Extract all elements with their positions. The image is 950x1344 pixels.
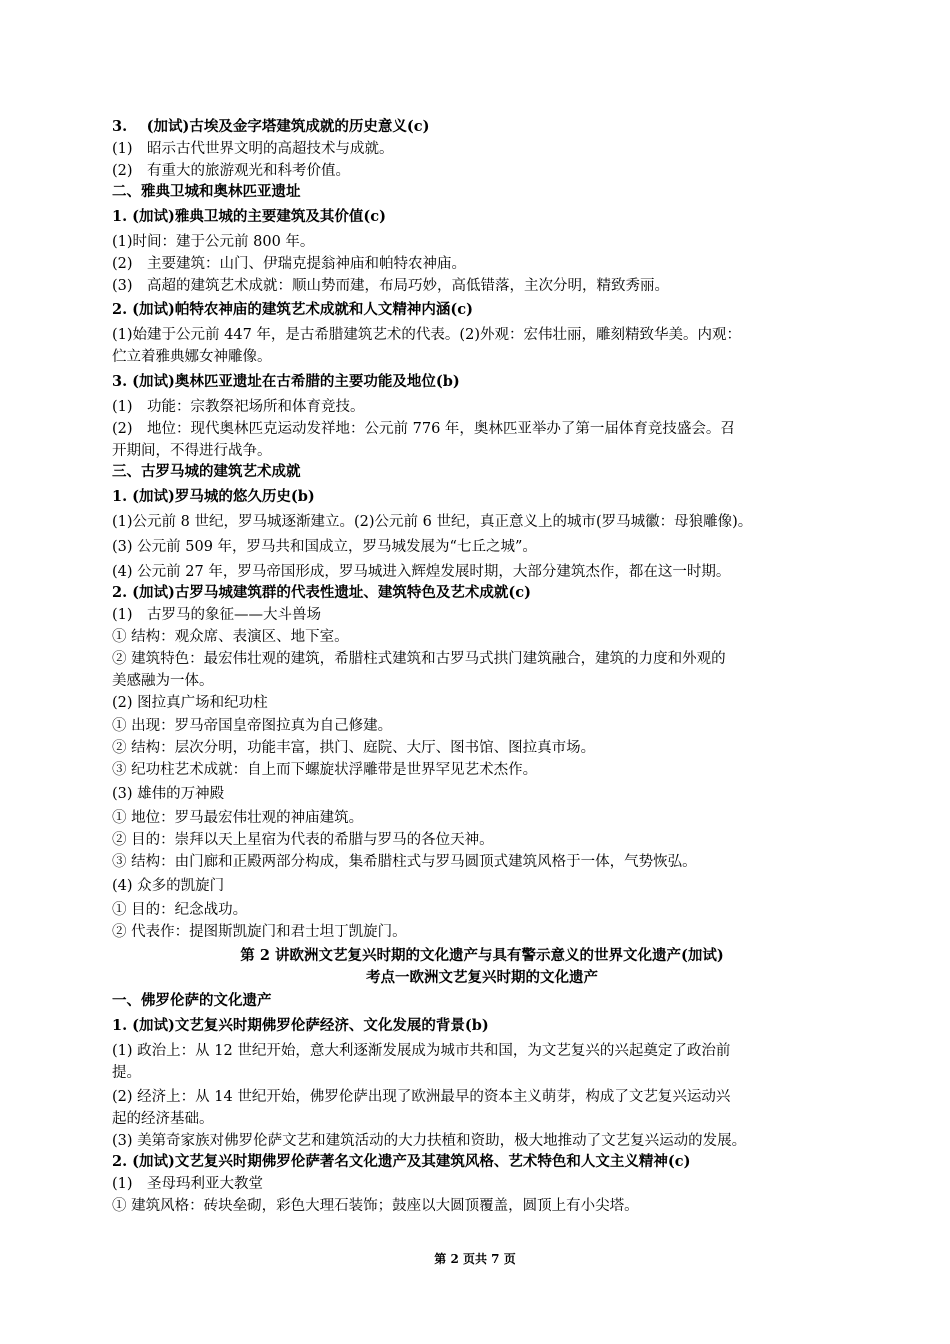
text-line: (1)时间：建于公元前 800 年。 [112, 234, 315, 250]
text-line: (3) 雄伟的万神殿 [112, 786, 225, 802]
section-heading: 2. (加试)文艺复兴时期佛罗伦萨著名文化遗产及其建筑风格、艺术特色和人文主义精神(c) [112, 1153, 691, 1170]
text-line: 开期间，不得进行战争。 [112, 443, 272, 459]
text-line: ③ 结构：由门廊和正殿两部分构成，集希腊柱式与罗马圆顶式建筑风格于一体，气势恢弘。 [112, 854, 697, 870]
page-footer: 第 2 页共 7 页 [434, 1252, 516, 1266]
section-heading: 一、佛罗伦萨的文化遗产 [112, 992, 272, 1009]
text-line: 提。 [112, 1065, 141, 1081]
section-heading: 2. (加试)古罗马城建筑群的代表性遗址、建筑特色及艺术成就(c) [112, 584, 531, 601]
text-line: (1) 圣母玛利亚大教堂 [112, 1176, 264, 1192]
section-heading: 1. (加试)文艺复兴时期佛罗伦萨经济、文化发展的背景(b) [112, 1017, 489, 1034]
text-line: ① 建筑风格：砖块垒砌，彩色大理石装饰；鼓座以大圆顶覆盖，圆顶上有小尖塔。 [112, 1198, 639, 1214]
text-line: ① 目的：纪念战功。 [112, 902, 248, 918]
text-line: (4) 众多的凯旋门 [112, 878, 225, 894]
text-line: 伫立着雅典娜女神雕像。 [112, 349, 272, 365]
section-heading: 三、古罗马城的建筑艺术成就 [112, 463, 301, 480]
section-heading: 3. (加试)古埃及金字塔建筑成就的历史意义(c) [112, 118, 430, 135]
text-line: (1) 政治上：从 12 世纪开始，意大利逐渐发展成为城市共和国，为文艺复兴的兴起奠定了政治前 [112, 1043, 731, 1059]
text-line: ① 地位：罗马最宏伟壮观的神庙建筑。 [112, 810, 364, 826]
centered-heading: 第 2 讲欧洲文艺复兴时期的文化遗产与具有警示意义的世界文化遗产(加试) [240, 947, 724, 964]
text-line: ② 目的：崇拜以天上星宿为代表的希腊与罗马的各位天神。 [112, 832, 494, 848]
text-line: ① 结构：观众席、表演区、地下室。 [112, 629, 349, 645]
text-line: ② 代表作：提图斯凯旋门和君士坦丁凯旋门。 [112, 924, 407, 940]
section-heading: 2. (加试)帕特农神庙的建筑艺术成就和人文精神内涵(c) [112, 301, 473, 318]
section-heading: 1. (加试)罗马城的悠久历史(b) [112, 488, 315, 505]
text-line: (1) 功能：宗教祭祀场所和体育竞技。 [112, 399, 365, 415]
text-line: (1) 昭示古代世界文明的高超技术与成就。 [112, 141, 394, 157]
section-heading: 3. (加试)奥林匹亚遗址在古希腊的主要功能及地位(b) [112, 373, 460, 390]
text-line: (3) 高超的建筑艺术成就：顺山势而建，布局巧妙，高低错落，主次分明，精致秀丽。 [112, 278, 670, 294]
text-line: ② 建筑特色：最宏伟壮观的建筑，希腊柱式建筑和古罗马式拱门建筑融合，建筑的力度和外观的 [112, 651, 726, 667]
text-line: (1)公元前 8 世纪，罗马城逐渐建立。(2)公元前 6 世纪，真正意义上的城市(罗马城徽：母狼雕像)。 [112, 514, 753, 530]
text-line: ② 结构：层次分明，功能丰富，拱门、庭院、大厅、图书馆、图拉真市场。 [112, 740, 596, 756]
text-line: ① 出现：罗马帝国皇帝图拉真为自己修建。 [112, 718, 393, 734]
text-line: 美感融为一体。 [112, 673, 214, 689]
text-line: (4) 公元前 27 年，罗马帝国形成，罗马城进入辉煌发展时期，大部分建筑杰作，都在这一时期。 [112, 564, 731, 580]
text-line: (2) 有重大的旅游观光和科考价值。 [112, 163, 351, 179]
section-heading: 1. (加试)雅典卫城的主要建筑及其价值(c) [112, 208, 386, 225]
text-line: (2) 主要建筑：山门、伊瑞克提翁神庙和帕特农神庙。 [112, 256, 467, 272]
section-heading: 二、雅典卫城和奥林匹亚遗址 [112, 183, 301, 200]
text-line: (2) 图拉真广场和纪功柱 [112, 695, 268, 711]
text-line: (2) 地位：现代奥林匹克运动发祥地：公元前 776 年，奥林匹亚举办了第一届体育竞技盛会。召 [112, 421, 735, 437]
text-line: (1) 古罗马的象征——大斗兽场 [112, 607, 322, 623]
text-line: ③ 纪功柱艺术成就：自上而下螺旋状浮雕带是世界罕见艺术杰作。 [112, 762, 538, 778]
text-line: (1)始建于公元前 447 年，是古希腊建筑艺术的代表。(2)外观：宏伟壮丽，雕刻精致华美。内观： [112, 327, 741, 343]
text-line: 起的经济基础。 [112, 1111, 214, 1127]
text-line: (3) 公元前 509 年，罗马共和国成立，罗马城发展为“七丘之城”。 [112, 539, 537, 555]
text-line: (3) 美第奇家族对佛罗伦萨文艺和建筑活动的大力扶植和资助，极大地推动了文艺复兴运动的发展。 [112, 1133, 747, 1149]
centered-heading: 考点一欧洲文艺复兴时期的文化遗产 [366, 969, 598, 986]
text-line: (2) 经济上：从 14 世纪开始，佛罗伦萨出现了欧洲最早的资本主义萌芽，构成了文艺复兴运动兴 [112, 1089, 731, 1105]
